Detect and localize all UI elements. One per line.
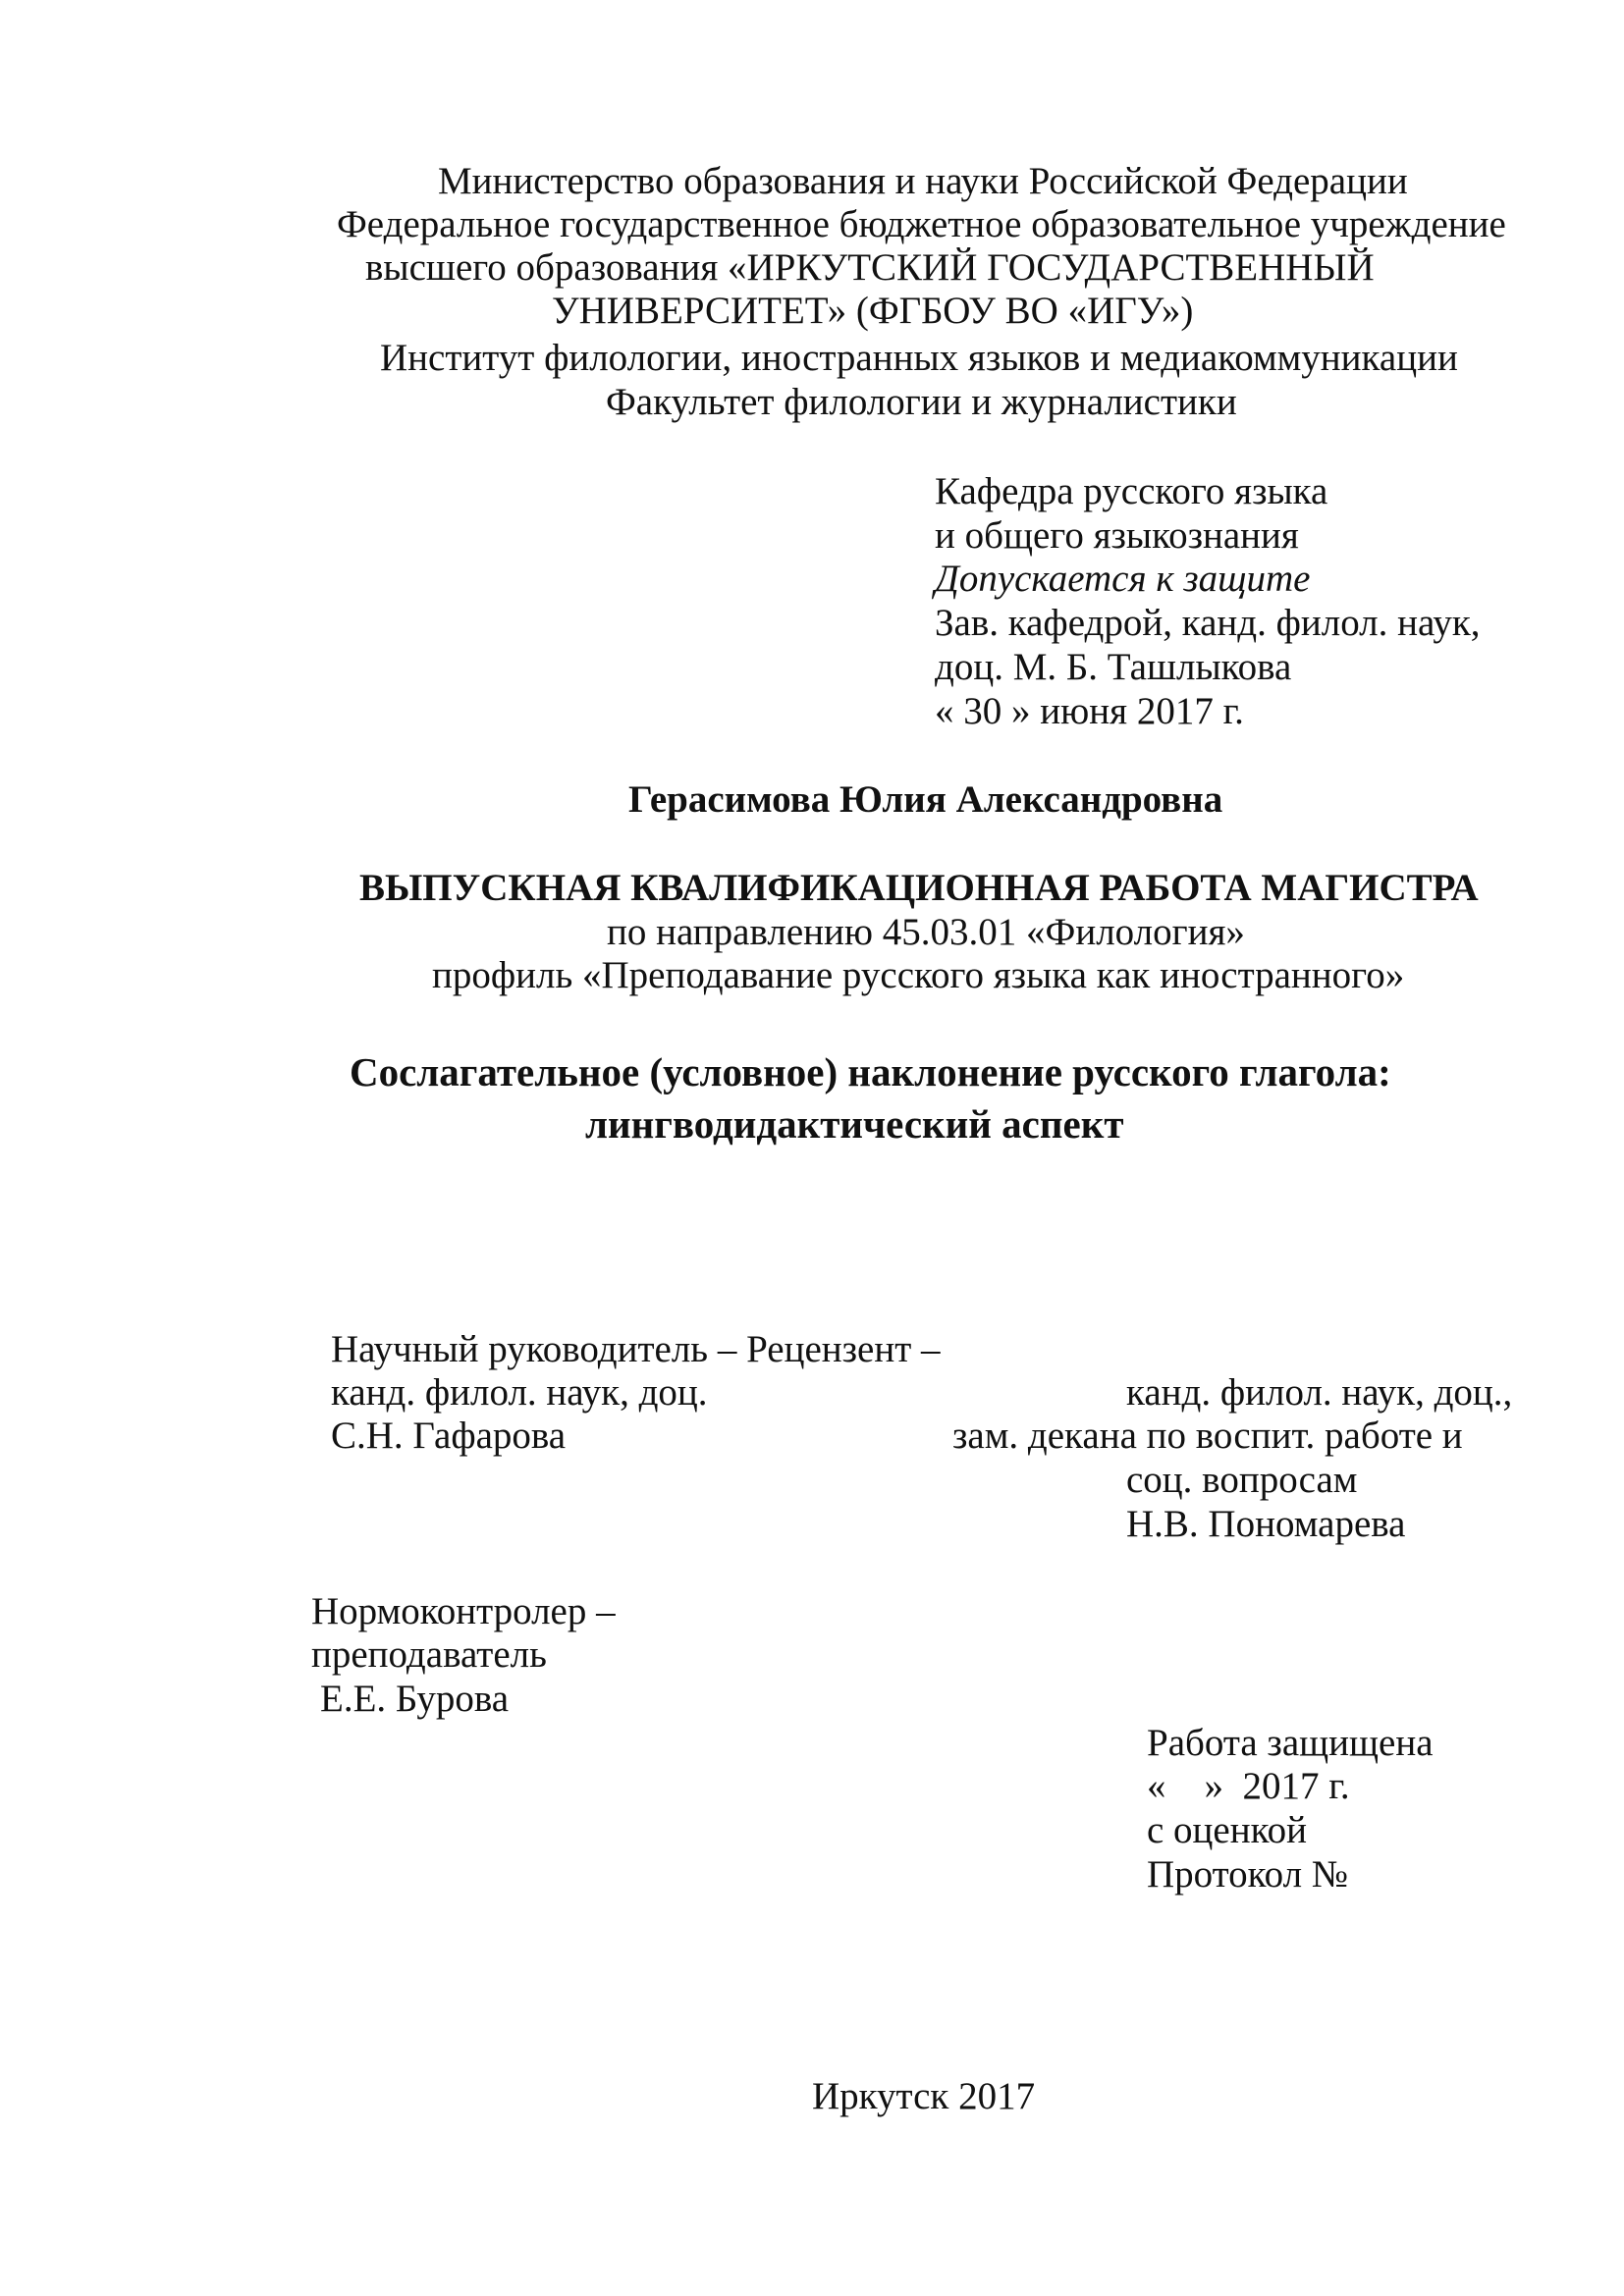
author-name: Герасимова Юлия Александровна: [628, 778, 1223, 821]
work-title-line-1: Сослагательное (условное) наклонение русского глагола:: [350, 1049, 1391, 1095]
work-direction: по направлению 45.03.01 «Филология»: [607, 911, 1245, 953]
reviewer-line-3: соц. вопросам: [1126, 1459, 1358, 1501]
defense-grade: с оценкой: [1147, 1809, 1307, 1851]
supervisor-line-1: Научный руководитель – Рецензент –: [331, 1328, 941, 1370]
defense-line-1: Работа защищена: [1147, 1722, 1434, 1764]
defense-protocol: Протокол №: [1147, 1853, 1349, 1896]
ministry-line: Министерство образования и науки Российской Федерации: [438, 160, 1408, 202]
normcontrol-line-1: Нормоконтролер –: [311, 1590, 616, 1632]
reviewer-name: Н.В. Пономарева: [1126, 1503, 1406, 1545]
work-profile: профиль «Преподавание русского языка как иностранного»: [432, 954, 1405, 996]
normcontrol-line-2: преподаватель: [311, 1633, 547, 1676]
department-line-2: и общего языкознания: [935, 514, 1299, 557]
city-year: Иркутск 2017: [812, 2075, 1036, 2117]
faculty-line: Факультет филологии и журналистики: [606, 381, 1237, 423]
work-type: ВЫПУСКНАЯ КВАЛИФИКАЦИОННАЯ РАБОТА МАГИСТРА: [359, 867, 1479, 909]
reviewer-line-2: зам. декана по воспит. работе и: [952, 1415, 1463, 1457]
institution-line: Федеральное государственное бюджетное образовательное учреждение: [337, 203, 1506, 245]
reviewer-line-1: канд. филол. наук, доц.,: [1126, 1371, 1513, 1414]
education-level-line: высшего образования «ИРКУТСКИЙ ГОСУДАРСТВЕННЫЙ: [365, 246, 1375, 289]
work-title-line-2: лингводидактический аспект: [585, 1101, 1124, 1147]
supervisor-line-2: канд. филол. наук, доц.: [331, 1371, 708, 1414]
head-name: доц. М. Б. Ташлыкова: [935, 646, 1292, 688]
approval-date: « 30 » июня 2017 г.: [935, 690, 1244, 732]
defense-date: « » 2017 г.: [1147, 1765, 1350, 1807]
supervisor-name: С.Н. Гафарова: [331, 1415, 567, 1457]
department-line-1: Кафедра русского языка: [935, 470, 1328, 512]
university-line: УНИВЕРСИТЕТ» (ФГБОУ ВО «ИГУ»): [552, 290, 1194, 332]
head-title: Зав. кафедрой, канд. филол. наук,: [935, 602, 1481, 644]
admit-label: Допускается к защите: [935, 558, 1311, 600]
institute-line: Институт филологии, иностранных языков и медиакоммуникации: [380, 337, 1458, 379]
normcontrol-name: Е.Е. Бурова: [320, 1678, 510, 1720]
